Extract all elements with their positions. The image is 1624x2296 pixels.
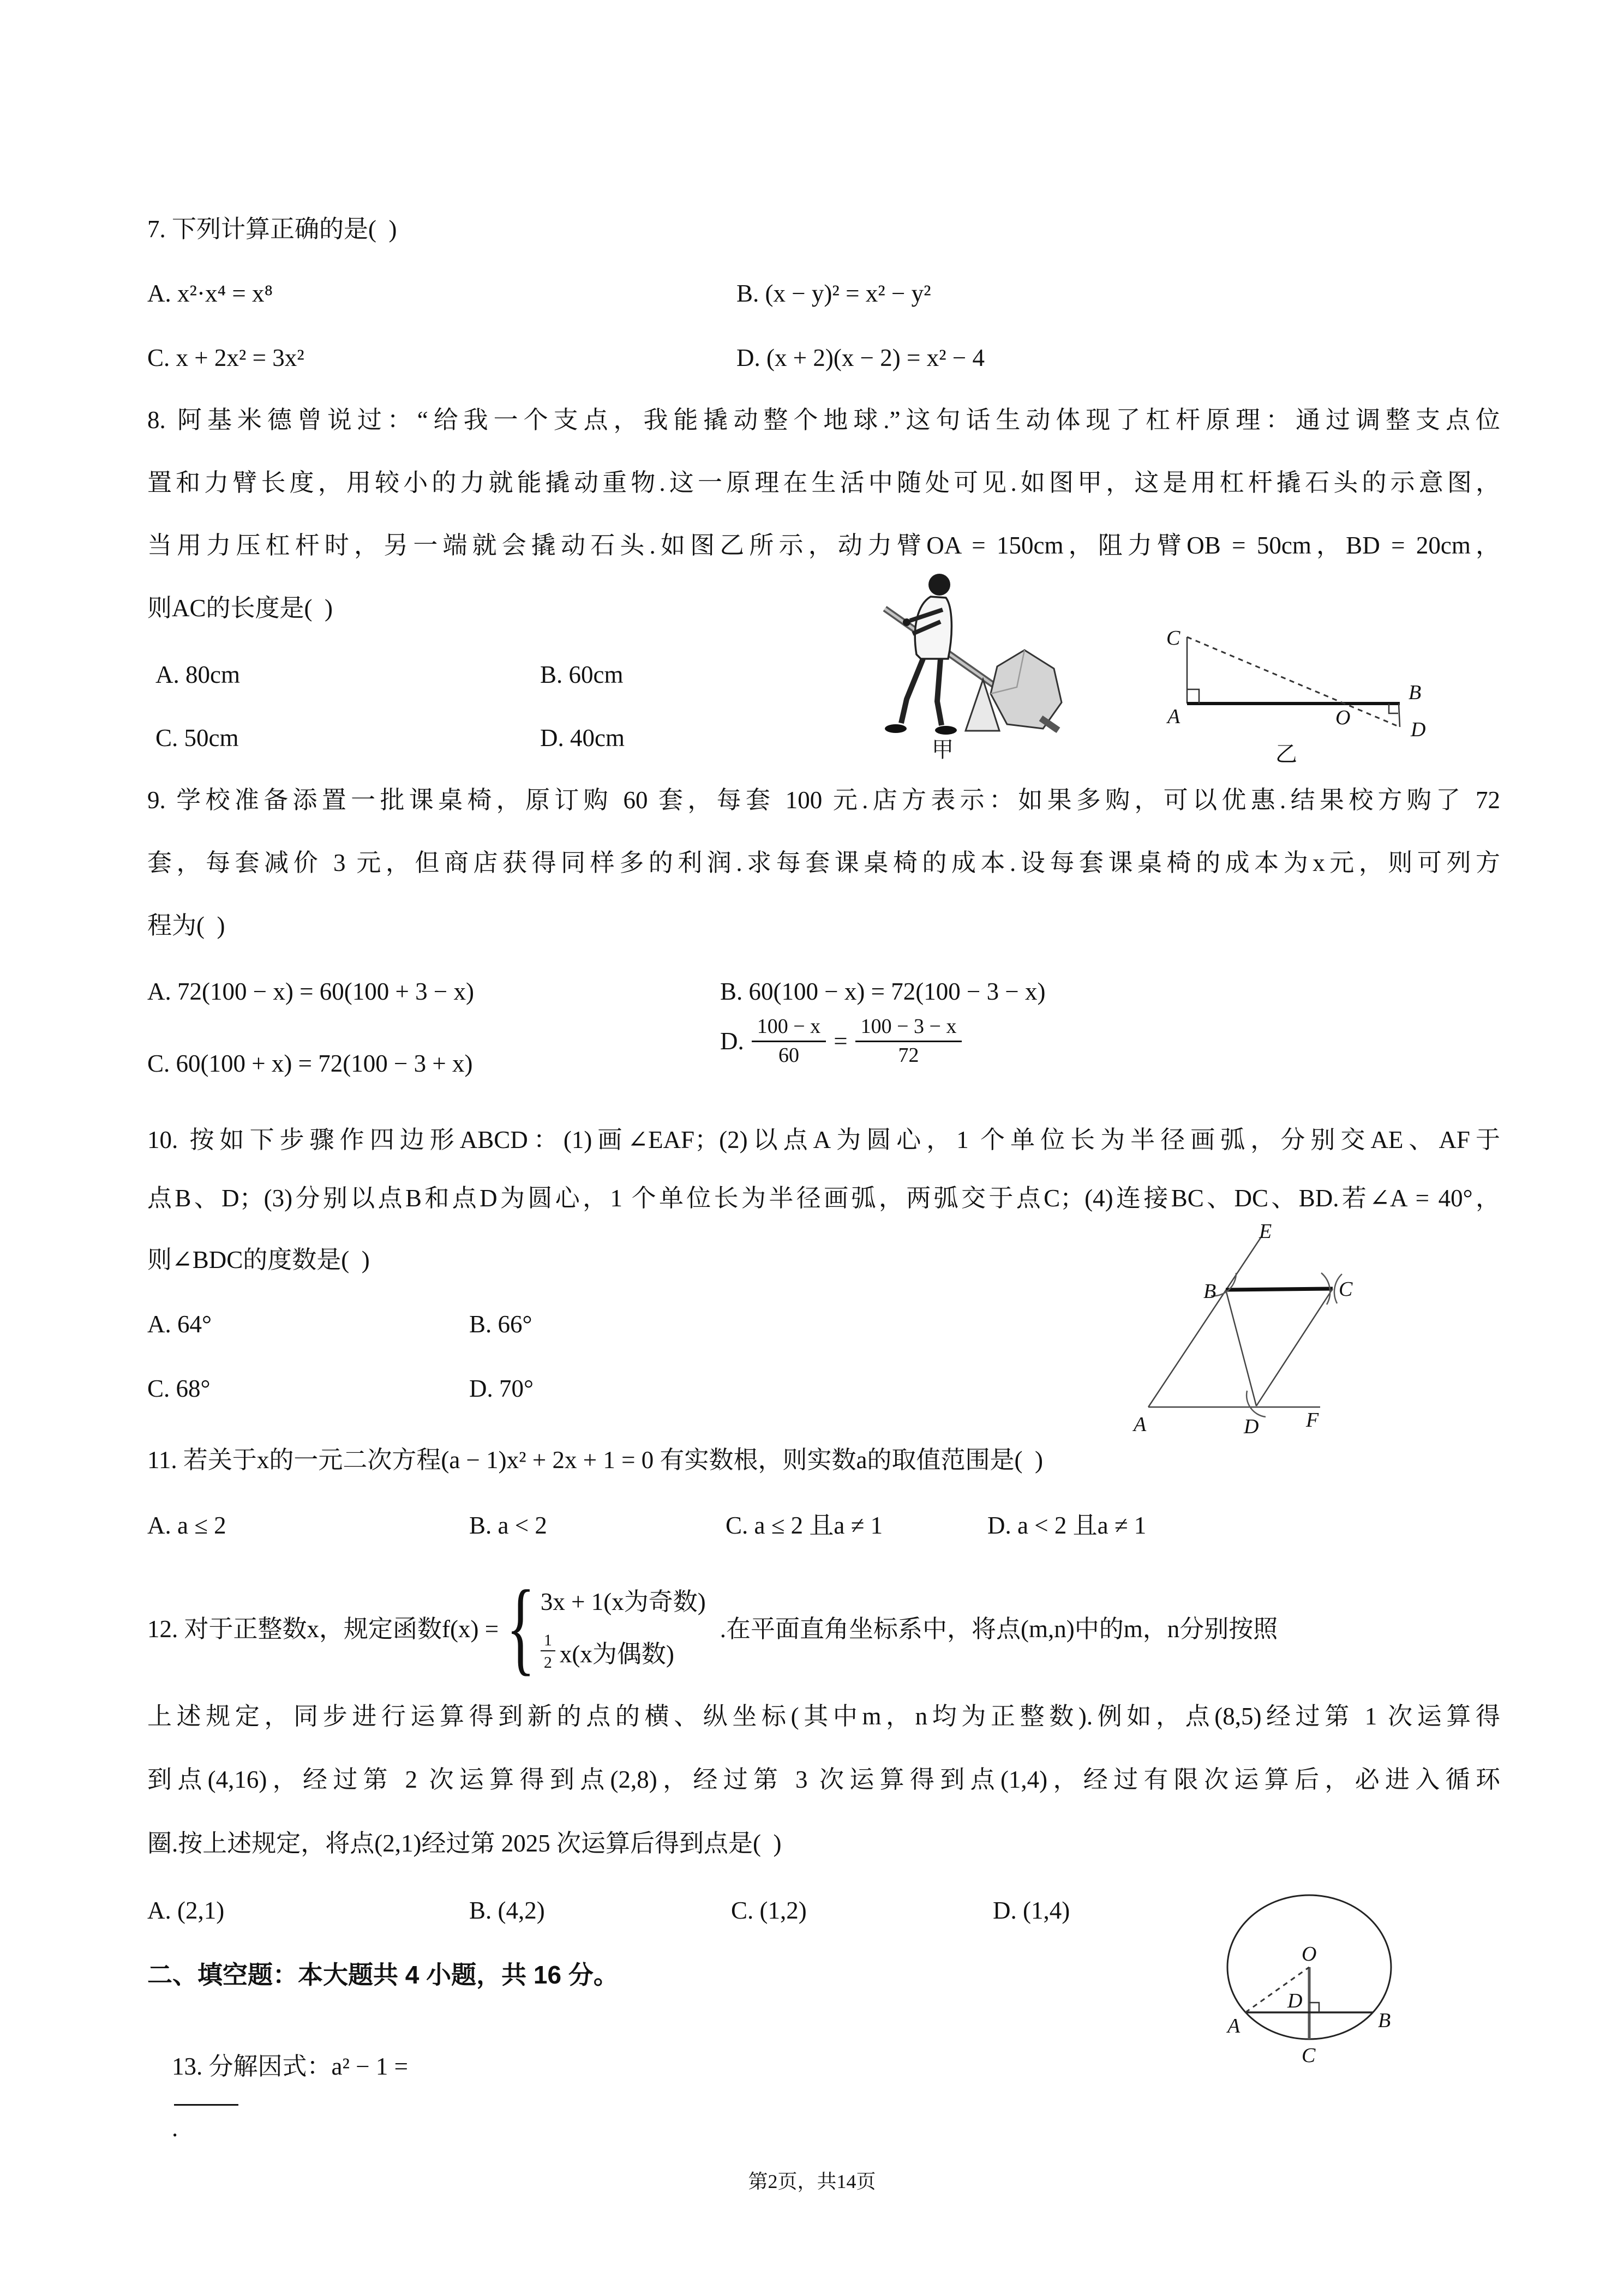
point-label-O: O	[1302, 1943, 1317, 1966]
figure-jia-caption: 甲	[932, 737, 954, 762]
q7-option-d: D. (x + 2)(x − 2) = x² − 4	[736, 344, 985, 371]
q12-option-d: D. (1,4)	[993, 1897, 1070, 1924]
q13-period: .	[172, 2114, 178, 2142]
q8-option-a: A. 80cm	[155, 661, 240, 688]
q12-prefix: 12. 对于正整数x，规定函数f(x) =	[147, 1615, 499, 1643]
point-label-C: C	[1302, 2044, 1316, 2067]
question-8-line4: 则AC的长度是( )	[147, 594, 333, 622]
question-12-line1	[147, 1568, 1278, 1685]
q13-text: 13. 分解因式：a² − 1 =	[172, 2053, 408, 2081]
q9-option-d-fraction-1: $\frac{100 - x}{60}$	[752, 1015, 826, 1067]
question-10-line2: 点B、D；(3)分别以点B和点D为圆心，1 个单位长为半径画弧，两弧交于点C；(4)连接BC、DC、BD.若∠A = 40°，	[147, 1185, 1500, 1212]
q10-option-d: D. 70°	[469, 1375, 534, 1402]
segment-CD	[1187, 637, 1400, 727]
q13-answer-blank	[174, 2101, 238, 2106]
question-8-line3: 当用力压杠杆时，另一端就会撬动石头.如图乙所示，动力臂OA = 150cm，阻力臂OB = 50cm，BD = 20cm，	[147, 532, 1500, 559]
point-label-C: C	[1166, 627, 1180, 650]
q7-option-a: A. x²·x⁴ = x⁸	[147, 280, 273, 307]
segment-BC	[1226, 1289, 1333, 1290]
segment-BD	[1226, 1290, 1256, 1406]
point-label-D: D	[1411, 718, 1426, 741]
question-10-line1: 10. 按如下步骤作四边形ABCD：(1)画∠EAF；(2)以点A为圆心，1 个单位长为半径画弧，分别交AE、AF于	[147, 1126, 1500, 1153]
point-label-E: E	[1259, 1220, 1272, 1243]
question-8-line1: 8. 阿基米德曾说过：“给我一个支点，我能撬动整个地球.”这句话生动体现了杠杆原理：通过调整支点位	[147, 406, 1500, 434]
person	[885, 574, 957, 735]
q12-option-c: C. (1,2)	[731, 1897, 807, 1924]
point-label-D: D	[1244, 1415, 1259, 1438]
point-label-F: F	[1306, 1409, 1319, 1432]
point-label-B: B	[1203, 1280, 1216, 1303]
point-label-A: A	[1227, 2015, 1241, 2037]
q9-option-d	[720, 1015, 962, 1067]
point-label-A: A	[1167, 705, 1180, 728]
question-7-title: 7. 下列计算正确的是( )	[147, 215, 397, 243]
right-angle-A	[1187, 689, 1199, 704]
point-label-C: C	[1339, 1278, 1353, 1301]
q9-option-b: B. 60(100 − x) = 72(100 − 3 − x)	[720, 978, 1046, 1005]
q8-option-c: C. 50cm	[155, 724, 239, 752]
lever-photo-figure	[824, 567, 1080, 764]
q10-option-a: A. 64°	[147, 1311, 212, 1338]
question-12-line3: 到点(4,16)，经过第 2 次运算得到点(2,8)，经过第 3 次运算得到点(1,4)，经过有限次运算后，必进入循环	[147, 1766, 1500, 1793]
q7-option-c: C. x + 2x² = 3x²	[147, 344, 304, 371]
section-2-header: 二、填空题：本大题共 4 小题，共 16 分。	[147, 1961, 619, 1989]
question-9-line2: 套，每套减价 3 元，但商店获得同样多的利润.求每套课桌椅的成本.设每套课桌椅的成本为x元，则可列方	[147, 849, 1500, 876]
point-label-A: A	[1134, 1413, 1147, 1436]
q9-option-d-equals: =	[834, 1027, 848, 1055]
q10-option-b: B. 66°	[469, 1311, 532, 1338]
q12-option-a: A. (2,1)	[147, 1897, 225, 1924]
question-9-line1: 9. 学校准备添置一批课桌椅，原订购 60 套，每套 100 元.店方表示：如果多购，可以优惠.结果校方购了 72	[147, 786, 1500, 814]
q8-option-b: B. 60cm	[540, 661, 624, 688]
q9-option-d-label: D.	[720, 1027, 744, 1055]
q12-brace: {	[506, 1568, 535, 1685]
lever-geometry-figure	[1146, 616, 1451, 774]
ray-AE	[1148, 1237, 1261, 1407]
q8-option-d: D. 40cm	[540, 724, 625, 752]
q7-option-b: B. (x − y)² = x² − y²	[736, 280, 931, 307]
point-label-D: D	[1287, 1990, 1303, 2012]
q9-option-a: A. 72(100 − x) = 60(100 + 3 − x)	[147, 978, 474, 1005]
q12-case-even: $\frac{1}{2}$ x(x为偶数)	[541, 1631, 706, 1672]
point-label-O: O	[1335, 706, 1351, 729]
q9-option-c: C. 60(100 + x) = 72(100 − 3 + x)	[147, 1050, 473, 1077]
q11-option-c: C. a ≤ 2 且a ≠ 1	[726, 1512, 883, 1539]
point-label-B: B	[1378, 2009, 1391, 2032]
q9-option-d-fraction-2: $\frac{100 - 3 - x}{72}$	[855, 1015, 962, 1067]
q11-option-a: A. a ≤ 2	[147, 1512, 226, 1539]
figure-yi-caption: 乙	[1275, 742, 1297, 766]
page-footer: 第2页，共14页	[748, 2171, 876, 2192]
q11-option-b: B. a < 2	[469, 1512, 547, 1539]
question-9-line3: 程为( )	[147, 912, 225, 939]
quadrilateral-construction-figure	[1124, 1216, 1375, 1456]
q12-case-odd: 3x + 1(x为奇数)	[540, 1588, 706, 1615]
q12-piecewise-cases	[541, 1582, 706, 1672]
circle-chord-figure	[1222, 1884, 1407, 2070]
question-10-line3: 则∠BDC的度数是( )	[147, 1246, 370, 1273]
segment-DC	[1256, 1289, 1333, 1406]
question-13	[147, 2021, 408, 2174]
q11-option-d: D. a < 2 且a ≠ 1	[987, 1512, 1147, 1539]
question-12-line4: 圈.按上述规定，将点(2,1)经过第 2025 次运算后得到点是( )	[147, 1830, 782, 1857]
question-11-title: 11. 若关于x的一元二次方程(a − 1)x² + 2x + 1 = 0 有实数根，则实数a的取值范围是( )	[147, 1446, 1043, 1474]
point-label-B: B	[1409, 681, 1422, 704]
rock	[991, 650, 1062, 729]
right-angle-D	[1309, 2003, 1319, 2012]
q10-option-c: C. 68°	[147, 1375, 211, 1402]
q12-suffix: .在平面直角坐标系中，将点(m,n)中的m，n分别按照	[720, 1615, 1278, 1643]
question-8-line2: 置和力臂长度，用较小的力就能撬动重物.这一原理在生活中随处可见.如图甲，这是用杠杆撬石头的示意图，	[147, 469, 1500, 496]
q12-option-b: B. (4,2)	[469, 1897, 545, 1924]
question-12-line2: 上述规定，同步进行运算得到新的点的横、纵坐标(其中m，n均为正整数).例如，点(8,5)经过第 1 次运算得	[147, 1703, 1500, 1730]
segment-BD	[1399, 704, 1400, 727]
q12-one-half-fraction: $\frac{1}{2}$	[541, 1631, 555, 1672]
